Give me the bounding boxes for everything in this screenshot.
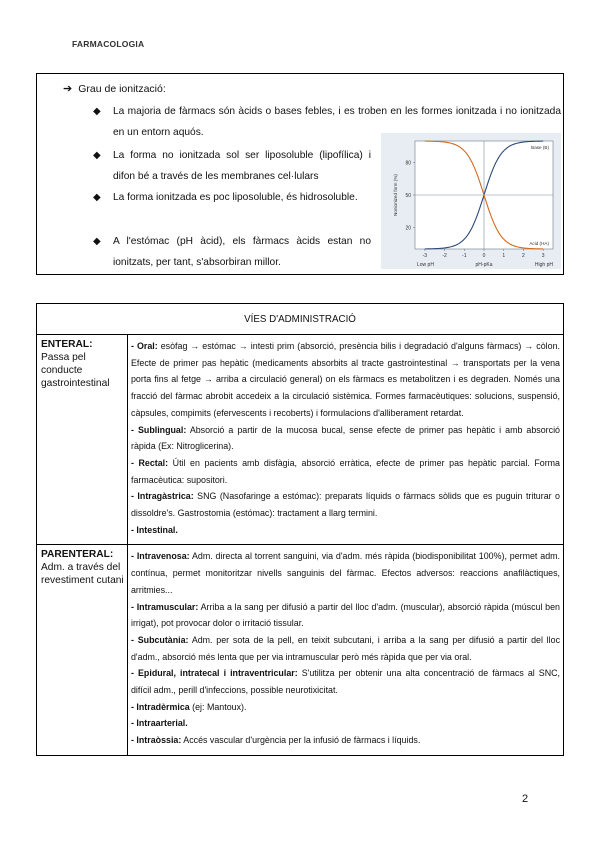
legend-acid: Acid (HA) — [529, 241, 549, 246]
bullet-item: ◆ A l'estómac (pH àcid), els fàrmacs àcids estan no ionitzats, per tant, s'absorbiran millor. — [113, 231, 371, 273]
x-axis-label-left: Low pH — [417, 262, 434, 268]
y-tick-label: 80 — [405, 160, 411, 167]
x-tick-label: -3 — [422, 253, 428, 259]
bullet-item: ◆ La majoria de fàrmacs són àcids o bases febles, i es troben en les formes ionitzada i no ionitzada en un entorn aquós. — [113, 101, 561, 143]
page-number: 2 — [522, 793, 529, 805]
enteral-content: - Oral: esòfag → estómac → intesti prim (absorció, presència bilis i degradació d'alguns fàrmacs) → còlon. Efecte de primer pas hepàtic (medicaments absorbits al tracte gastrointestinal → transportats per la vena porta fins al fetge → arriba a circulació general) on els fàrmacs es metabolitzen i es degraden. Només una fracció del fàrmac abrobit accedeix a la circulació sistèmica. Formes farmacèutiques: solucions, suspensió, càpsules, compimits (efervescents i recoberts) i formulacions d'alliberament retardat. - Sublingual: Absorció a partir de la mucosa bucal, sense efecte de primer pas hepàtic i amb absorció ràpida (Ex: Nitroglicerina). - Rectal: Útil en pacients amb disfàgia, absorció erràtica, efecte de primer pas hepàtic parcial. Forma farmacèutica: supositori. - Intragàstrica: SNG (Nasofaringe a estómac): preparats líquids o fàrmacs sòlids que es puguin triturar o dissoldre's. Gastrostomia (estómac): tractament a llarg termini. - Intestinal. — [128, 335, 564, 545]
diamond-bullet-icon: ◆ — [93, 236, 101, 247]
bullet-item: ◆ La forma ionitzada es poc liposoluble, és hidrosoluble. — [113, 187, 371, 208]
enteral-label: ENTERAL: Passa pel conducte gastrointestinal — [37, 335, 128, 545]
legend-base: Base (B) — [531, 145, 549, 150]
y-tick-label: 50 — [405, 193, 411, 199]
x-tick-label: 0 — [482, 253, 486, 259]
chart-svg — [381, 133, 561, 269]
table-row — [37, 335, 564, 545]
x-tick-label: -2 — [442, 253, 447, 259]
x-axis-label-right: High pH — [534, 262, 553, 268]
parenteral-label: PARENTERAL: Adm. a través del revestiment cutani — [37, 545, 128, 755]
administration-routes-table — [36, 303, 564, 756]
table-title: VÍES D'ADMINISTRACIÓ — [37, 304, 564, 335]
arrow-icon: ➔ — [63, 83, 73, 95]
bullet-item: ◆ La forma no ionitzada sol ser liposoluble (lipofílica) i difon bé a través de les membranes cel·lulars — [113, 145, 371, 187]
diamond-bullet-icon: ◆ — [93, 106, 101, 117]
table-row — [37, 545, 564, 755]
y-axis-label: Nonionized form (%) — [393, 174, 398, 216]
diamond-bullet-icon: ◆ — [93, 150, 101, 161]
running-header: FARMACOLOGIA — [72, 39, 145, 49]
y-tick-label: 20 — [405, 225, 411, 232]
x-tick-label: 3 — [541, 253, 545, 259]
x-axis-label-center: pH-pKa — [475, 262, 493, 268]
ionization-heading: ➔ Grau de ionització: — [63, 83, 166, 95]
diamond-bullet-icon: ◆ — [93, 192, 101, 203]
x-tick-label: 2 — [522, 253, 525, 259]
x-tick-label: 1 — [502, 253, 506, 259]
ionization-chart — [381, 133, 561, 269]
x-tick-label: -1 — [462, 253, 467, 259]
ionization-box — [36, 73, 564, 275]
parenteral-content: - Intravenosa: Adm. directa al torrent sanguini, via d'adm. més ràpida (biodisponibilitat 100%), permet adm. contínua, permet monitoritzar nivells sanguinis del fàrmac. Efectos adversos: reaccions anafilàctiques, arritmies... - Intramuscular: Arriba a la sang per difusió a partir del lloc d'adm. (muscular), absorció ràpida (múscul ben irrigat), pot provocar dolor o irritació tissular. - Subcutània: Adm. per sota de la pell, en teixit subcutani, i arriba a la sang per difusió a partir del lloc d'adm., absorció més lenta que per via intramuscular però més ràpida que per via oral. - Epidural, intratecal i intraventricular: S'utilitza per obtenir una alta concentració de fàrmacs al SNC, difícil adm., perill d'infeccions, possible neurotixicitat. - Intradèrmica (ej: Mantoux). - Intraarterial. - Intraòssia: Accés vascular d'urgència per la infusió de fàrmacs i líquids. — [128, 545, 564, 755]
